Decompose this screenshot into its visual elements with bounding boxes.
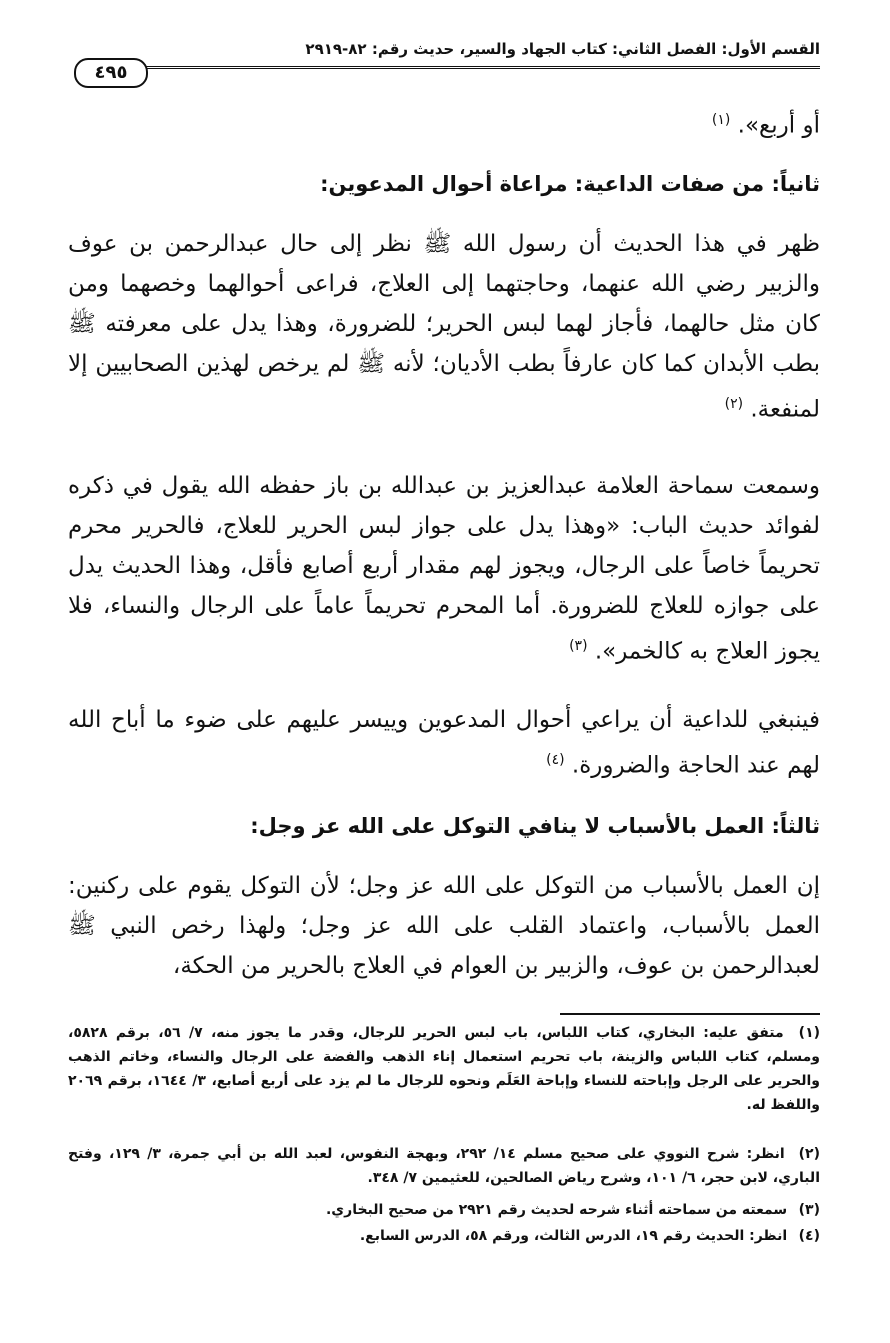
- footnote-number: (١): [798, 1025, 821, 1041]
- paragraph-2: [68, 466, 820, 672]
- paragraph-3: [68, 700, 820, 786]
- paragraph-text: وسمعت سماحة العلامة عبدالعزيز بن عبدالله بن باز حفظه الله يقول في ذكره لفوائد حديث الباب: «وهذا يدل على جواز لبس الحرير للعلاج، فالحرير محرم تحريماً خاصاً على الرجال، ويجوز لهم مقدار أربع أصابع فأقل، وهذا الحديث يدل على جوازه للعلاج للضرورة. أما المحرم تحريماً عاماً على الرجال والنساء، فلا يجوز العلاج به كالخمر».: [68, 473, 820, 665]
- footnote-ref: (٤): [546, 752, 565, 768]
- footnote-text: متفق عليه: البخاري، كتاب اللباس، باب لبس الحرير للرجال، وقدر ما يجوز منه، ٧/ ٥٦، برقم ٥٨٢٨، ومسلم، كتاب اللباس والزينة، باب تحريم استعمال إناء الذهب والفضة على الرجال والنساء، وخاتم الذهب والحرير على الرجل وإباحته للنساء وإباحة العَلَم ونحوه للرجال ما لم يزد على أربع أصابع، ٣/ ١٦٤٤، برقم ٢٠٦٩ واللفظ له.: [68, 1025, 820, 1113]
- paragraph-text: فينبغي للداعية أن يراعي أحوال المدعوين وييسر عليهم على ضوء ما أباح الله لهم عند الحاجة والضرورة.: [68, 707, 820, 779]
- footnote-text: انظر: شرح النووي على صحيح مسلم ١٤/ ٢٩٢، وبهجة النفوس، لعبد الله بن أبي جمرة، ٣/ ١٢٩، وفتح الباري، لابن حجر، ٦/ ١٠١، وشرح رياض الصالحين، للعثيمين ٧/ ٣٤٨.: [68, 1146, 820, 1186]
- footnote-ref: (٣): [569, 638, 588, 654]
- header-divider: [140, 66, 820, 69]
- paragraph-continuation: [68, 100, 820, 146]
- footnote-1: [68, 1021, 820, 1117]
- section-heading-2: ثانياً: من صفات الداعية: مراعاة أحوال المدعوين:: [320, 172, 820, 196]
- footnote-text: انظر: الحديث رقم ١٩، الدرس الثالث، ورقم ٥٨، الدرس السابع.: [359, 1228, 788, 1244]
- page-number: ٤٩٥: [74, 58, 148, 88]
- paragraph-4: إن العمل بالأسباب من التوكل على الله عز وجل؛ لأن التوكل يقوم على ركنين: العمل بالأسباب، واعتماد القلب على الله عز وجل؛ ولهذا رخص النبي ﷺ لعبدالرحمن بن عوف، والزبير بن العوام في العلاج بالحرير من الحكة،: [68, 873, 820, 979]
- footnote-2: [68, 1142, 820, 1190]
- footnote-number: (٢): [798, 1146, 820, 1162]
- paragraph-text: ظهر في هذا الحديث أن رسول الله ﷺ نظر إلى حال عبدالرحمن بن عوف والزبير رضي الله عنهما، وحاجتهما إلى العلاج، فراعى أحوالهما وخصهما ومن كان مثل حالهما، فأجاز لهما لبس الحرير؛ للضرورة، وهذا يدل على معرفته ﷺ بطب الأبدان كما كان عارفاً بطب الأديان؛ لأنه ﷺ لم يرخص لهذين الصحابيين إلا لمنفعة.: [68, 231, 820, 423]
- footnote-ref: (١): [711, 112, 731, 128]
- footnote-divider: [560, 1013, 820, 1015]
- section-heading-3: ثالثاً: العمل بالأسباب لا ينافي التوكل على الله عز وجل:: [250, 814, 820, 838]
- footnote-ref: (٢): [724, 396, 744, 412]
- footnote-3: [68, 1198, 820, 1222]
- footnote-4: [68, 1224, 820, 1248]
- footnote-number: (٣): [798, 1202, 820, 1218]
- footnote-number: (٤): [798, 1228, 820, 1244]
- running-header: القسم الأول: الفصل الثاني: كتاب الجهاد والسير، حديث رقم: ٨٢-٢٩١٩: [305, 40, 820, 58]
- paragraph-1: [68, 224, 820, 430]
- footnote-text: سمعته من سماحته أثناء شرحه لحديث رقم ٢٩٢١ من صحيح البخاري.: [325, 1202, 788, 1218]
- paragraph-text: أو أربع».: [730, 112, 820, 139]
